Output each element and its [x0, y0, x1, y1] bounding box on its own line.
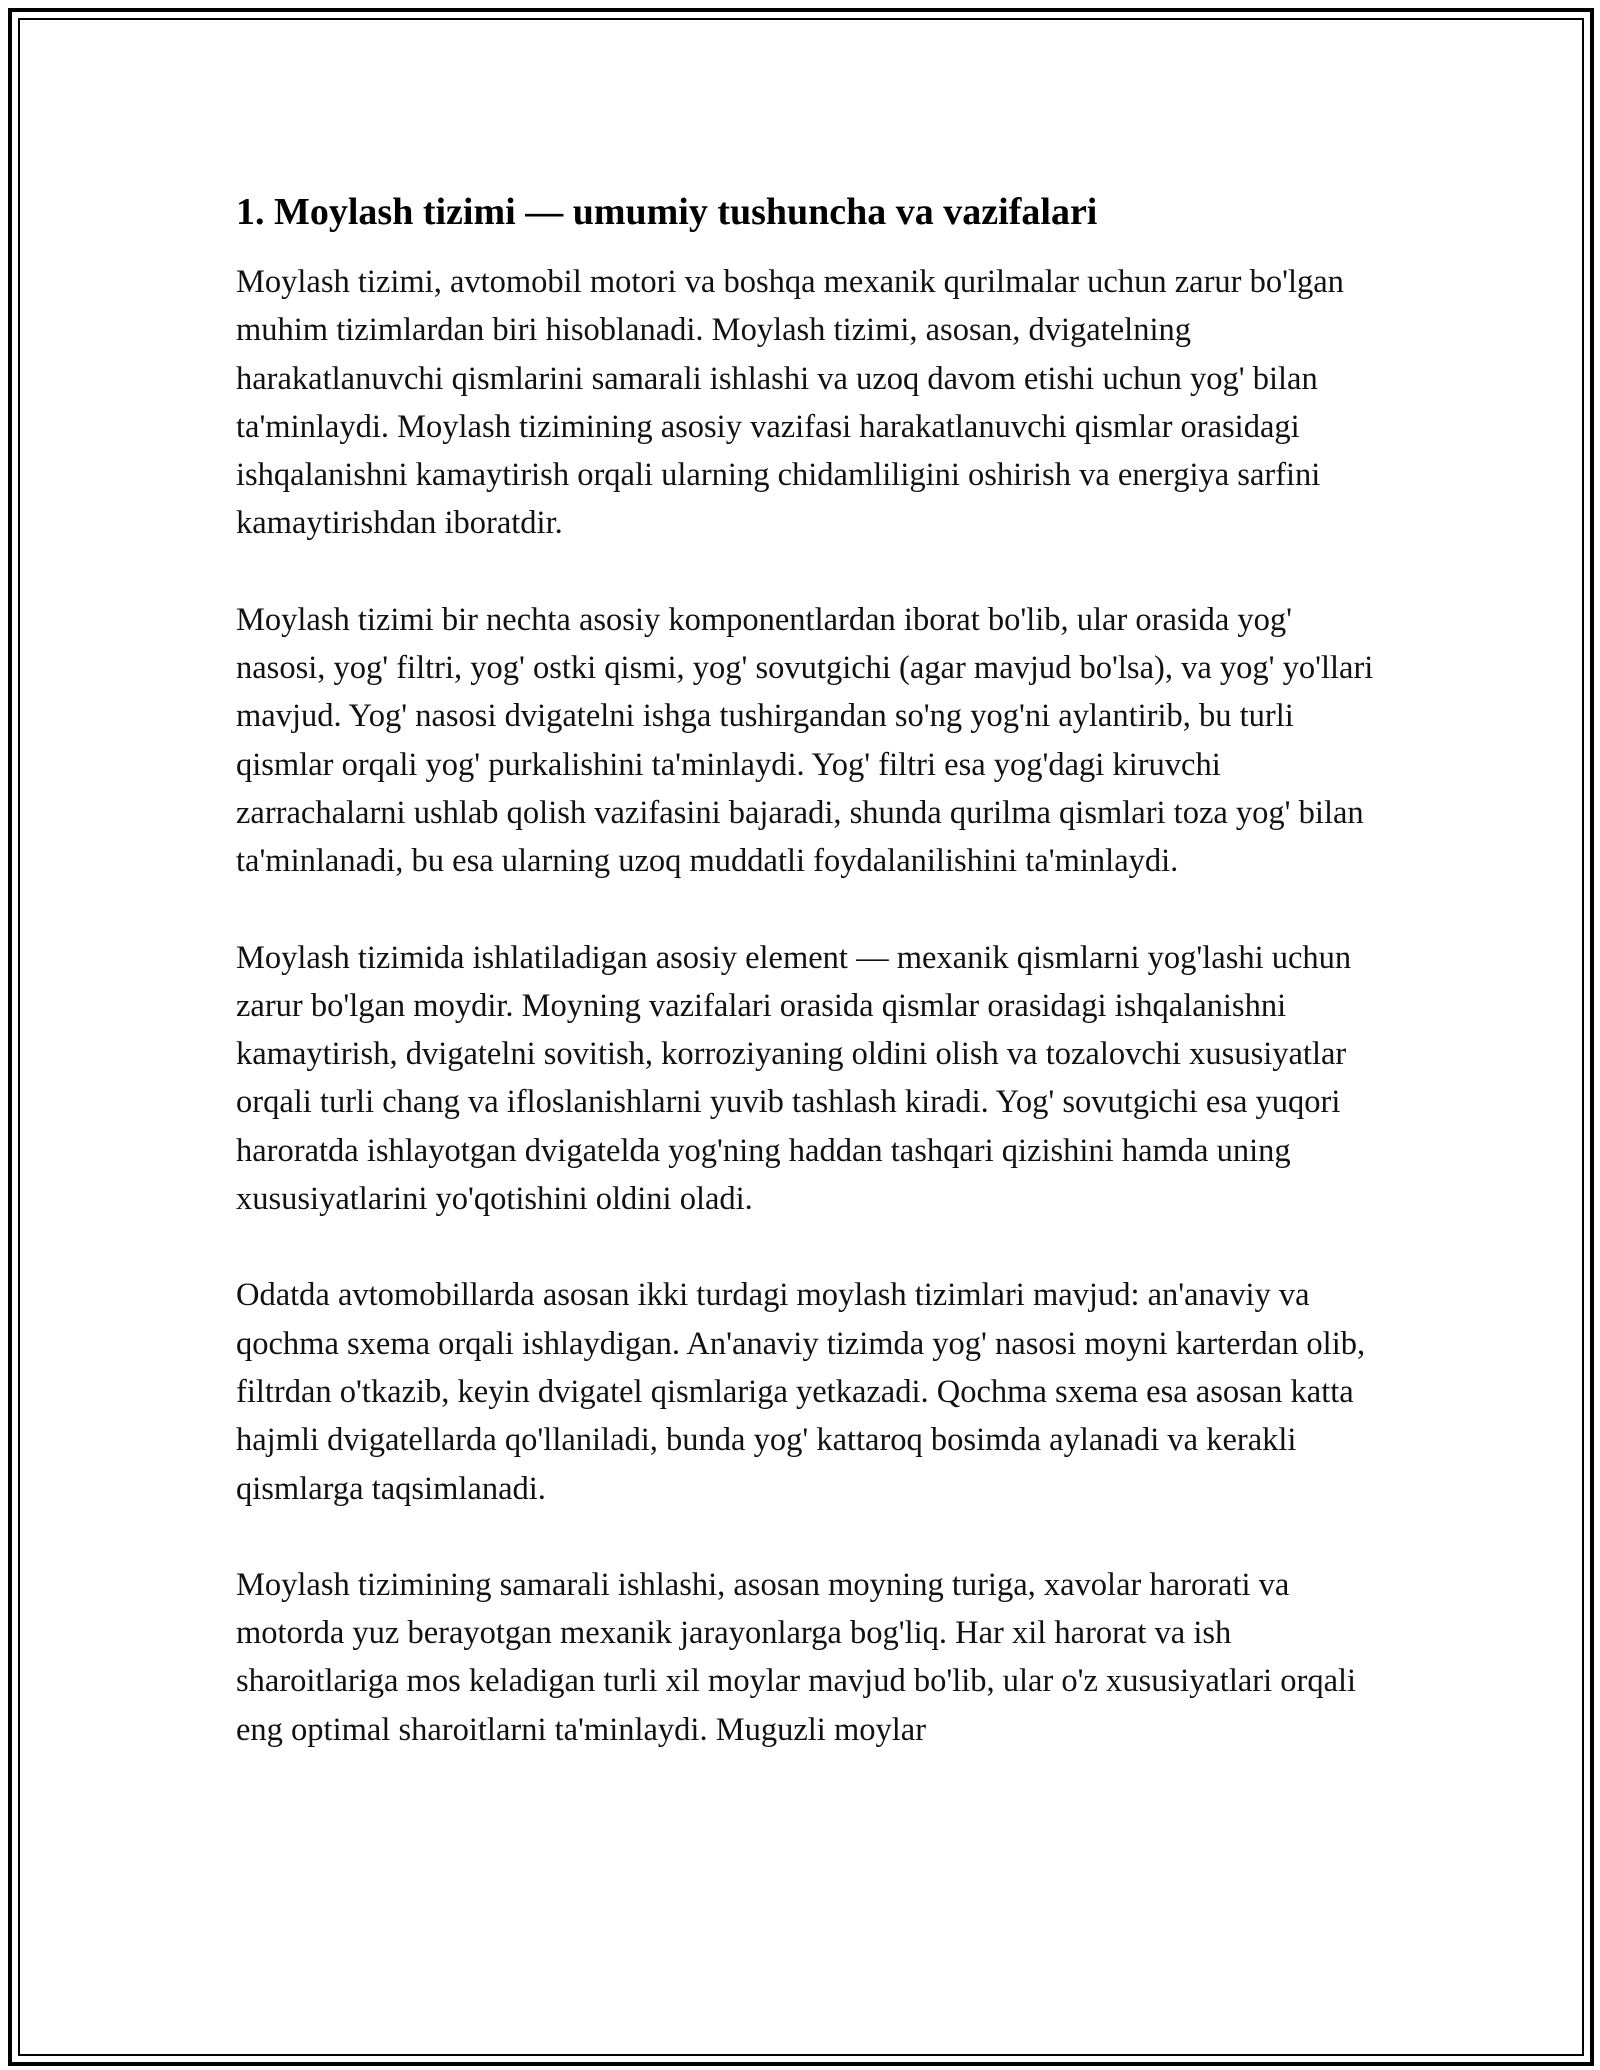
paragraph-3: Moylash tizimida ishlatiladigan asosiy element — mexanik qismlarni yog'lashi uchun zarur bo'lgan moydir. Moyning vazifalari orasida qismlar orasidagi ishqalanishni kamaytirish, dvigatelni sovitish, korroziyaning oldini olish va tozalovchi xususiyatlar orqali turli chang va ifloslanishlarni yuvib tashlash kiradi. Yog' sovutgichi esa yuqori haroratda ishlayotgan dvigatelda yog'ning haddan tashqari qizishini hamda uning xususiyatlarini yo'qotishini oldini oladi.	[236, 939, 1352, 1218]
paragraph-2: Moylash tizimi bir nechta asosiy komponentlardan iborat bo'lib, ular orasida yog' nasosi, yog' filtri, yog' ostki qismi, yog' sovutgichi (agar mavjud bo'lsa), va yog' yo'llari mavjud. Yog' nasosi dvigatelni ishga tushirgandan so'ng yog'ni aylantirib, bu turli qismlar orqali yog' purkalishini ta'minlaydi. Yog' filtri esa yog'dagi kiruvchi zarrachalarni ushlab qolish vazifasini bajaradi, shunda qurilma qismlari toza yog' bilan ta'minlanadi, bu esa ularning uzoq muddatli foydalanilishini ta'minlaydi.	[236, 601, 1374, 880]
paragraph-1: Moylash tizimi, avtomobil motori va boshqa mexanik qurilmalar uchun zarur bo'lgan muhim tizimlardan biri hisoblanadi. Moylash tizimi, asosan, dvigatelning harakatlanuvchi qismlarini samarali ishlashi va uzoq davom etishi uchun yog' bilan ta'minlaydi. Moylash tizimining asosiy vazifasi harakatlanuvchi qismlar orasidagi ishqalanishni kamaytirish orqali ularning chidamliligini oshirish va energiya sarfini kamaytirishdan iboratdir.	[236, 264, 1344, 542]
section-heading: 1. Moylash tizimi — umumiy tushuncha va vazifalari	[236, 191, 1098, 233]
paragraph-4: Odatda avtomobillarda asosan ikki turdagi moylash tizimlari mavjud: an'anaviy va qochma sxema orqali ishlaydigan. An'anaviy tizimda yog' nasosi moyni karterdan olib, filtrdan o'tkazib, keyin dvigatel qismlariga yetkazadi. Qochma sxema esa asosan katta hajmli dvigatellarda qo'llaniladi, bunda yog' kattaroq bosimda aylanadi va kerakli qismlarga taqsimlanadi.	[236, 1277, 1366, 1507]
document-body	[236, 186, 1376, 1802]
paragraph-5: Moylash tizimining samarali ishlashi, asosan moyning turiga, xavolar harorati va motorda yuz berayotgan mexanik jarayonlarga bog'liq. Har xil harorat va ish sharoitlariga mos keladigan turli xil moylar mavjud bo'lib, ular o'z xususiyatlari orqali eng optimal sharoitlarni ta'minlaydi. Muguzli moylar	[236, 1566, 1357, 1748]
